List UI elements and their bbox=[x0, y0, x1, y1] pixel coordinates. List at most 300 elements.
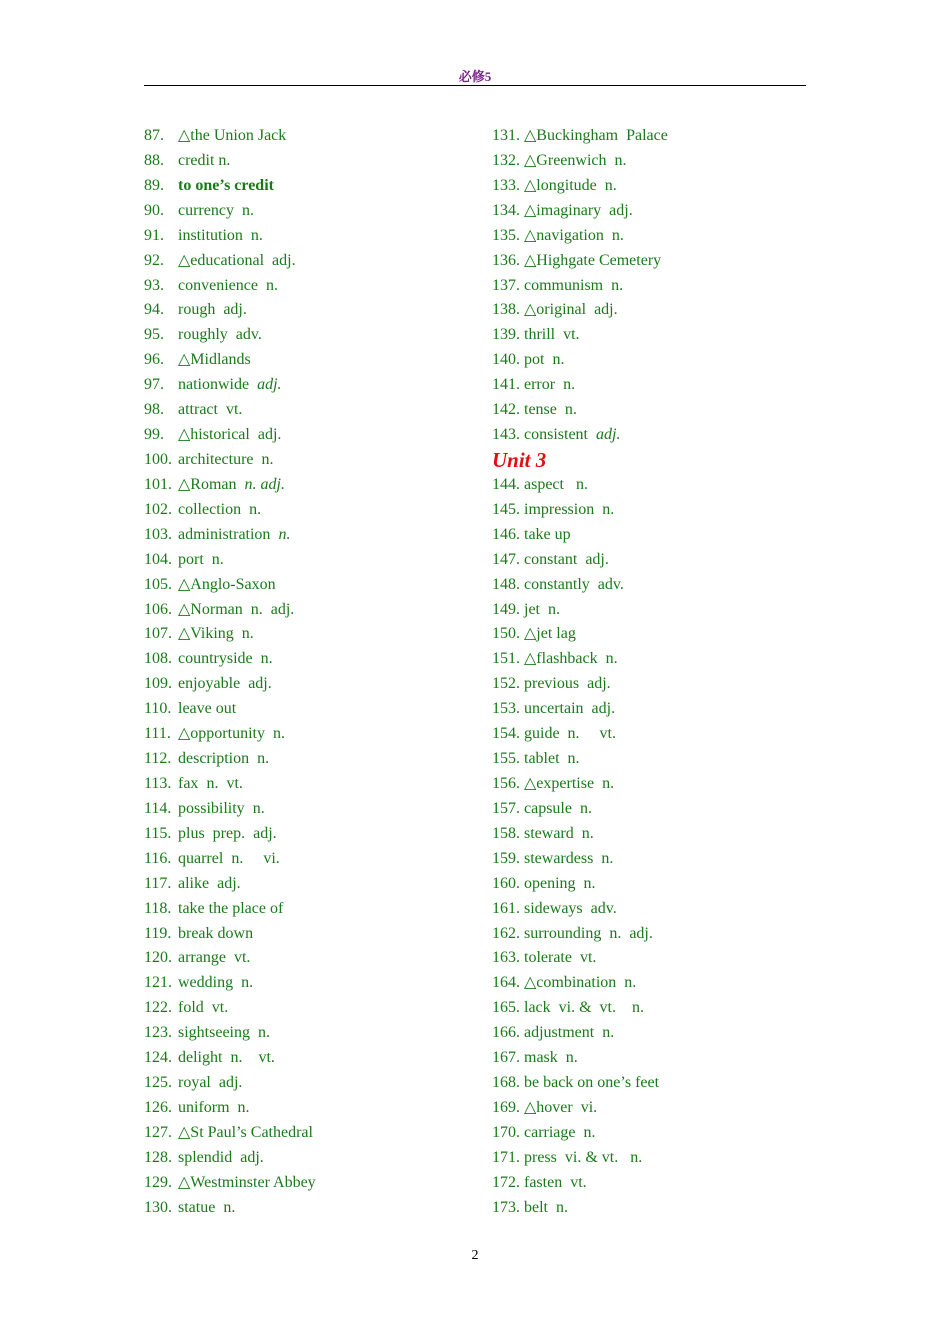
entry-word: take the place of bbox=[178, 899, 284, 917]
entry-word: △expertise bbox=[524, 774, 595, 792]
entry-part-of-speech: n. bbox=[233, 974, 254, 992]
unit-heading: Unit 3 bbox=[492, 447, 547, 472]
entry-number: 127. bbox=[144, 1123, 172, 1141]
vocab-entry bbox=[492, 747, 822, 772]
vocab-entry bbox=[492, 672, 822, 697]
vocab-entry bbox=[492, 199, 822, 224]
entry-number: 110. bbox=[144, 700, 172, 718]
entry-word: △St Paul’s Cathedral bbox=[178, 1123, 313, 1141]
entry-word: tense bbox=[524, 401, 557, 419]
vocab-entry bbox=[144, 224, 474, 249]
vocab-entry bbox=[144, 1146, 474, 1171]
vocab-entry bbox=[492, 847, 822, 872]
vocabulary-column-right bbox=[492, 124, 822, 1221]
entry-part-of-speech: n. bbox=[559, 750, 580, 768]
entry-word: constant bbox=[524, 550, 578, 568]
entry-word: △the Union Jack bbox=[178, 127, 287, 144]
entry-part-of-speech: n. bbox=[616, 974, 637, 992]
entry-word: △navigation bbox=[524, 226, 604, 244]
entry-number: 119. bbox=[144, 924, 172, 942]
entry-number: 165. bbox=[492, 999, 520, 1017]
entry-number: 131. bbox=[492, 127, 520, 144]
entry-part-of-speech: n. bbox=[244, 799, 265, 817]
vocab-entry bbox=[492, 274, 822, 299]
vocab-entry bbox=[492, 1146, 822, 1171]
entry-word: nationwide bbox=[178, 376, 250, 394]
entry-part-of-speech: adj. bbox=[577, 550, 609, 568]
entry-part-of-speech: adj. bbox=[601, 201, 633, 219]
entry-part-of-speech: n. bbox=[557, 1049, 578, 1067]
vocab-entry bbox=[144, 1021, 474, 1046]
entry-number: 148. bbox=[492, 575, 520, 593]
entry-number: 139. bbox=[492, 326, 520, 344]
entry-word: lack bbox=[524, 999, 551, 1017]
vocab-entry bbox=[492, 423, 822, 448]
vocab-entry bbox=[492, 523, 822, 548]
entry-part-of-speech: vt. bbox=[203, 999, 229, 1017]
entry-number: 151. bbox=[492, 650, 520, 668]
entry-word: royal bbox=[178, 1074, 211, 1092]
entry-word: fax bbox=[178, 774, 199, 792]
entry-part-of-speech: adj. bbox=[210, 1074, 243, 1092]
entry-part-of-speech: vt. bbox=[555, 326, 580, 344]
header-rule bbox=[144, 85, 806, 86]
entry-word: sightseeing bbox=[178, 1024, 250, 1042]
entry-part-of-speech: prep. adj. bbox=[204, 824, 277, 842]
vocab-entry bbox=[144, 249, 474, 274]
entry-part-of-speech: adj. bbox=[240, 675, 272, 693]
entry-word: countryside bbox=[178, 650, 253, 668]
entry-number: 133. bbox=[492, 176, 520, 194]
entry-number: 95. bbox=[144, 326, 164, 344]
entry-word: arrange bbox=[178, 949, 226, 967]
entry-part-of-speech: adj. bbox=[583, 700, 616, 718]
entry-word: capsule bbox=[524, 799, 572, 817]
vocabulary-list-after-unit bbox=[492, 473, 822, 1221]
entry-part-of-speech: n. vt. bbox=[198, 774, 243, 792]
vocab-entry bbox=[144, 598, 474, 623]
entry-part-of-speech: n. bbox=[252, 650, 273, 668]
entry-part-of-speech: n. bbox=[594, 500, 615, 518]
entry-word: △Greenwich bbox=[524, 151, 607, 169]
entry-word: △original bbox=[524, 301, 587, 319]
entry-word: adjustment bbox=[524, 1024, 595, 1042]
entry-word: △longitude bbox=[524, 176, 597, 194]
entry-word: attract bbox=[178, 401, 218, 419]
vocabulary-list-before-unit bbox=[492, 124, 822, 448]
entry-number: 154. bbox=[492, 725, 520, 743]
entry-part-of-speech: n. bbox=[603, 226, 624, 244]
vocab-entry bbox=[144, 423, 474, 448]
entry-part-of-speech: vi. & vt. n. bbox=[550, 999, 644, 1017]
entry-part-of-speech: n. bbox=[250, 1024, 270, 1042]
vocab-entry bbox=[492, 149, 822, 174]
entry-part-of-speech: n. bbox=[563, 475, 588, 493]
entry-part-of-speech: n. bbox=[555, 376, 576, 394]
entry-word: fasten bbox=[524, 1173, 563, 1191]
entry-number: 132. bbox=[492, 151, 520, 169]
vocab-entry bbox=[492, 872, 822, 897]
entry-part-of-speech: n. bbox=[257, 276, 278, 294]
entry-word: leave out bbox=[178, 700, 237, 718]
entry-number: 134. bbox=[492, 201, 520, 219]
entry-number: 123. bbox=[144, 1024, 172, 1042]
entry-word: wedding bbox=[178, 974, 234, 992]
vocab-entry bbox=[492, 1046, 822, 1071]
entry-number: 87. bbox=[144, 127, 164, 144]
entry-word: tablet bbox=[524, 750, 560, 768]
vocab-entry bbox=[492, 348, 822, 373]
entry-part-of-speech: adj. bbox=[586, 301, 618, 319]
entry-word: possibility bbox=[178, 799, 245, 817]
entry-word: splendid bbox=[178, 1148, 233, 1166]
entry-number: 135. bbox=[492, 226, 520, 244]
entry-word: plus bbox=[178, 824, 205, 842]
vocab-entry bbox=[492, 373, 822, 398]
entry-part-of-speech: n. bbox=[597, 650, 618, 668]
vocab-entry bbox=[492, 323, 822, 348]
entry-word: error bbox=[524, 376, 556, 394]
entry-part-of-speech: n. bbox=[596, 176, 617, 194]
entry-number: 97. bbox=[144, 376, 164, 394]
entry-word: uncertain bbox=[524, 700, 584, 718]
entry-word: break down bbox=[178, 924, 254, 942]
entry-number: 91. bbox=[144, 226, 164, 244]
entry-number: 116. bbox=[144, 849, 172, 867]
entry-number: 158. bbox=[492, 824, 520, 842]
entry-part-of-speech: n. bbox=[575, 874, 596, 892]
vocab-entry bbox=[492, 996, 822, 1021]
entry-number: 138. bbox=[492, 301, 520, 319]
entry-word: △Viking bbox=[178, 625, 234, 643]
entry-part-of-speech: n. bbox=[233, 625, 254, 643]
entry-word: uniform bbox=[178, 1098, 230, 1116]
entry-number: 142. bbox=[492, 401, 520, 419]
vocab-entry bbox=[492, 1196, 822, 1221]
entry-word: △Highgate Cemetery bbox=[524, 251, 662, 269]
entry-part-of-speech: n. bbox=[270, 525, 291, 543]
entry-word: sideways bbox=[524, 899, 583, 917]
entry-word: △Buckingham Palace bbox=[524, 127, 668, 144]
entry-part-of-speech: adj. bbox=[588, 426, 621, 444]
entry-number: 159. bbox=[492, 849, 520, 867]
entry-part-of-speech: n. bbox=[540, 600, 560, 618]
entry-number: 153. bbox=[492, 700, 520, 718]
entry-word: consistent bbox=[524, 426, 588, 444]
entry-word: be back on one’s feet bbox=[524, 1074, 660, 1092]
entry-word: pot bbox=[524, 351, 545, 369]
entry-number: 101. bbox=[144, 475, 172, 493]
entry-word: credit n. bbox=[178, 151, 231, 169]
entry-number: 141. bbox=[492, 376, 520, 394]
entry-number: 156. bbox=[492, 774, 520, 792]
vocab-entry bbox=[492, 1021, 822, 1046]
entry-word: institution bbox=[178, 226, 243, 244]
entry-word: guide bbox=[524, 725, 560, 743]
entry-part-of-speech: n. adj. bbox=[242, 600, 295, 618]
entry-number: 171. bbox=[492, 1148, 520, 1166]
entry-number: 164. bbox=[492, 974, 520, 992]
entry-part-of-speech: n. bbox=[548, 1198, 568, 1216]
entry-number: 170. bbox=[492, 1123, 520, 1141]
vocab-entry bbox=[492, 548, 822, 573]
entry-number: 106. bbox=[144, 600, 172, 618]
vocab-entry bbox=[144, 872, 474, 897]
vocab-entry bbox=[492, 398, 822, 423]
entry-number: 99. bbox=[144, 426, 164, 444]
vocab-entry bbox=[492, 1096, 822, 1121]
entry-part-of-speech: n. bbox=[233, 201, 254, 219]
entry-word: alike bbox=[178, 874, 210, 892]
entry-word: thrill bbox=[524, 326, 556, 344]
entry-word: communism bbox=[524, 276, 604, 294]
entry-word: jet bbox=[524, 600, 540, 618]
vocab-entry bbox=[492, 124, 822, 149]
entry-part-of-speech: adv. bbox=[582, 899, 617, 917]
entry-part-of-speech: n. vt. bbox=[559, 725, 616, 743]
entry-number: 102. bbox=[144, 500, 172, 518]
entry-number: 173. bbox=[492, 1198, 520, 1216]
vocab-entry bbox=[144, 199, 474, 224]
entry-part-of-speech: n. bbox=[264, 725, 285, 743]
entry-number: 111. bbox=[144, 725, 171, 743]
entry-number: 161. bbox=[492, 899, 520, 917]
entry-number: 169. bbox=[492, 1098, 520, 1116]
vocab-entry bbox=[144, 473, 474, 498]
vocab-entry bbox=[144, 124, 474, 149]
entry-word: belt bbox=[524, 1198, 548, 1216]
entry-number: 96. bbox=[144, 351, 164, 369]
vocab-entry bbox=[144, 448, 474, 473]
vocab-entry bbox=[144, 722, 474, 747]
entry-part-of-speech: n. bbox=[203, 550, 224, 568]
entry-number: 130. bbox=[144, 1198, 172, 1216]
entry-part-of-speech: vt. bbox=[217, 401, 243, 419]
entry-number: 152. bbox=[492, 675, 520, 693]
vocabulary-column-left bbox=[144, 124, 474, 1221]
vocab-entry bbox=[144, 523, 474, 548]
entry-word: take up bbox=[524, 525, 571, 543]
entry-part-of-speech: n. bbox=[556, 401, 577, 419]
vocab-entry bbox=[144, 697, 474, 722]
entry-part-of-speech: adj. bbox=[215, 301, 247, 319]
entry-number: 115. bbox=[144, 824, 172, 842]
entry-part-of-speech: adj. bbox=[579, 675, 611, 693]
entry-number: 140. bbox=[492, 351, 520, 369]
vocab-entry bbox=[144, 971, 474, 996]
entry-word: △Roman bbox=[178, 475, 237, 493]
entry-word: port bbox=[178, 550, 204, 568]
entry-number: 143. bbox=[492, 426, 520, 444]
entry-number: 104. bbox=[144, 550, 172, 568]
vocab-entry bbox=[144, 573, 474, 598]
vocab-entry bbox=[492, 822, 822, 847]
entry-part-of-speech: n. vi. bbox=[223, 849, 280, 867]
entry-word: carriage bbox=[524, 1123, 576, 1141]
vocab-entry bbox=[492, 647, 822, 672]
entry-part-of-speech: n. bbox=[573, 824, 594, 842]
entry-word: press bbox=[524, 1148, 557, 1166]
entry-number: 168. bbox=[492, 1074, 520, 1092]
vocab-entry bbox=[144, 274, 474, 299]
entry-number: 145. bbox=[492, 500, 520, 518]
entry-word: △Westminster Abbey bbox=[178, 1173, 316, 1191]
vocab-entry bbox=[144, 946, 474, 971]
entry-word: △flashback bbox=[524, 650, 598, 668]
vocab-entry bbox=[492, 797, 822, 822]
entry-word: steward bbox=[524, 824, 574, 842]
entry-word: mask bbox=[524, 1049, 558, 1067]
entry-number: 109. bbox=[144, 675, 172, 693]
vocab-entry bbox=[144, 548, 474, 573]
entry-word: △educational bbox=[178, 251, 265, 269]
vocab-entry bbox=[144, 822, 474, 847]
entry-number: 137. bbox=[492, 276, 520, 294]
vocab-entry bbox=[144, 1171, 474, 1196]
entry-word: tolerate bbox=[524, 949, 572, 967]
entry-part-of-speech: n. bbox=[241, 500, 262, 518]
entry-word: △imaginary bbox=[524, 201, 602, 219]
entry-number: 103. bbox=[144, 525, 172, 543]
entry-part-of-speech: vi. bbox=[572, 1098, 598, 1116]
entry-word: △Midlands bbox=[178, 351, 251, 369]
entry-word: currency bbox=[178, 201, 234, 219]
entry-number: 167. bbox=[492, 1049, 520, 1067]
vocab-entry bbox=[144, 323, 474, 348]
entry-part-of-speech: n. bbox=[229, 1098, 250, 1116]
entry-word: fold bbox=[178, 999, 204, 1017]
vocab-entry bbox=[492, 922, 822, 947]
entry-word: roughly bbox=[178, 326, 228, 344]
entry-word: collection bbox=[178, 500, 242, 518]
entry-word: surrounding bbox=[524, 924, 602, 942]
entry-part-of-speech: adj. bbox=[249, 426, 282, 444]
entry-word: quarrel bbox=[178, 849, 224, 867]
entry-part-of-speech: n. adj. bbox=[236, 475, 285, 493]
entry-number: 100. bbox=[144, 450, 172, 468]
entry-part-of-speech: n. adj. bbox=[601, 924, 653, 942]
entry-number: 146. bbox=[492, 525, 520, 543]
vocab-entry bbox=[492, 498, 822, 523]
entry-number: 88. bbox=[144, 151, 164, 169]
vocab-entry bbox=[492, 249, 822, 274]
entry-part-of-speech: n. bbox=[571, 799, 592, 817]
vocab-entry bbox=[144, 149, 474, 174]
entry-number: 157. bbox=[492, 799, 520, 817]
entry-number: 108. bbox=[144, 650, 172, 668]
entry-part-of-speech: vt. bbox=[562, 1173, 587, 1191]
entry-word: constantly bbox=[524, 575, 590, 593]
vocab-entry bbox=[144, 647, 474, 672]
vocab-entry bbox=[144, 622, 474, 647]
vocab-entry bbox=[492, 1121, 822, 1146]
entry-number: 166. bbox=[492, 1024, 520, 1042]
entry-word: opening bbox=[524, 874, 576, 892]
entry-number: 147. bbox=[492, 550, 520, 568]
entry-part-of-speech: n. bbox=[594, 1024, 615, 1042]
vocab-entry bbox=[144, 1071, 474, 1096]
entry-word: △hover bbox=[524, 1098, 573, 1116]
entry-word: administration bbox=[178, 525, 271, 543]
entry-word: statue bbox=[178, 1198, 216, 1216]
entry-part-of-speech: n. bbox=[603, 276, 624, 294]
entry-part-of-speech: adv. bbox=[227, 326, 262, 344]
vocab-entry bbox=[144, 373, 474, 398]
entry-part-of-speech: n. bbox=[242, 226, 263, 244]
entry-part-of-speech: adj. bbox=[209, 874, 241, 892]
entry-word: △opportunity bbox=[178, 725, 265, 743]
vocab-entry bbox=[144, 996, 474, 1021]
vocab-entry bbox=[492, 946, 822, 971]
entry-number: 144. bbox=[492, 475, 520, 493]
entry-word: description bbox=[178, 750, 250, 768]
vocab-entry bbox=[144, 1121, 474, 1146]
vocab-entry bbox=[492, 174, 822, 199]
vocab-entry bbox=[492, 473, 822, 498]
vocab-entry bbox=[144, 1196, 474, 1221]
entry-part-of-speech: n. bbox=[606, 151, 627, 169]
entry-part-of-speech: adj. bbox=[232, 1148, 264, 1166]
entry-number: 112. bbox=[144, 750, 172, 768]
vocab-entry bbox=[492, 598, 822, 623]
entry-part-of-speech: n. bbox=[215, 1198, 236, 1216]
entry-word: stewardess bbox=[524, 849, 594, 867]
vocab-entry bbox=[492, 622, 822, 647]
entry-word: aspect bbox=[524, 475, 564, 493]
vocab-entry bbox=[492, 772, 822, 797]
vocab-entry bbox=[492, 897, 822, 922]
entry-number: 92. bbox=[144, 251, 164, 269]
entry-part-of-speech: vt. bbox=[225, 949, 251, 967]
entry-word: △jet lag bbox=[524, 625, 576, 643]
entry-number: 149. bbox=[492, 600, 520, 618]
vocab-entry bbox=[492, 1171, 822, 1196]
entry-word: convenience bbox=[178, 276, 258, 294]
entry-word: △historical bbox=[178, 426, 250, 444]
vocab-entry bbox=[144, 847, 474, 872]
entry-number: 160. bbox=[492, 874, 520, 892]
vocab-entry bbox=[492, 1071, 822, 1096]
entry-number: 89. bbox=[144, 176, 164, 194]
page-number: 2 bbox=[471, 1248, 479, 1263]
entry-number: 163. bbox=[492, 949, 520, 967]
entry-number: 93. bbox=[144, 276, 164, 294]
entry-number: 162. bbox=[492, 924, 520, 942]
entry-number: 121. bbox=[144, 974, 172, 992]
vocab-entry bbox=[144, 1096, 474, 1121]
entry-part-of-speech: n. bbox=[249, 750, 270, 768]
entry-number: 114. bbox=[144, 799, 172, 817]
entry-word: rough bbox=[178, 301, 216, 319]
entry-word: to one’s credit bbox=[178, 176, 274, 194]
entry-word: enjoyable bbox=[178, 675, 241, 693]
entry-number: 120. bbox=[144, 949, 172, 967]
vocab-entry bbox=[144, 398, 474, 423]
entry-number: 122. bbox=[144, 999, 172, 1017]
entry-number: 117. bbox=[144, 874, 172, 892]
vocab-entry bbox=[492, 722, 822, 747]
entry-number: 124. bbox=[144, 1049, 172, 1067]
entry-part-of-speech: n. vt. bbox=[222, 1049, 275, 1067]
vocab-entry bbox=[492, 573, 822, 598]
entry-number: 125. bbox=[144, 1074, 172, 1092]
entry-word: △combination bbox=[524, 974, 617, 992]
entry-part-of-speech: n. bbox=[594, 774, 615, 792]
entry-word: previous bbox=[524, 675, 580, 693]
entry-word: architecture bbox=[178, 450, 254, 468]
entry-word: △Norman bbox=[178, 600, 243, 618]
entry-part-of-speech: vt. bbox=[571, 949, 597, 967]
